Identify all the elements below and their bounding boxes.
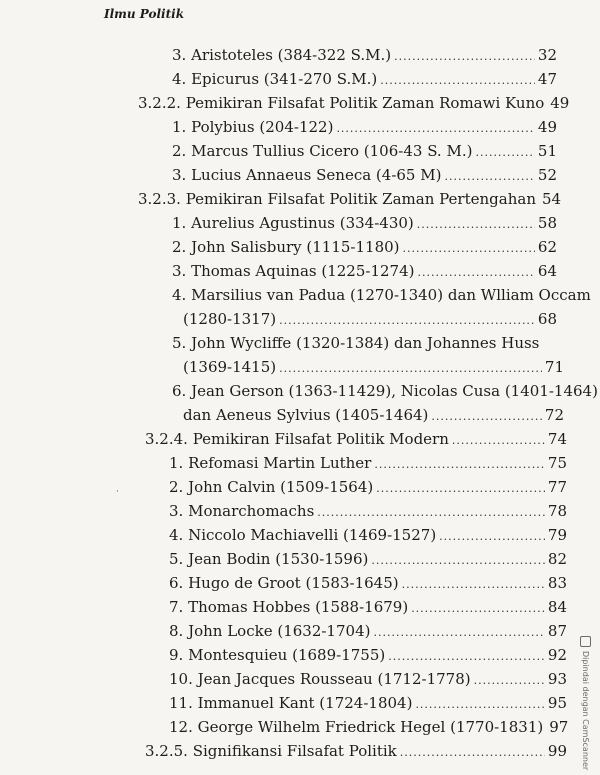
page-number: 82 <box>547 550 567 568</box>
page-number: 99 <box>547 742 567 760</box>
page-number: 79 <box>547 526 567 544</box>
page-number: 87 <box>547 622 567 640</box>
toc-entry[interactable] <box>183 357 564 379</box>
page-number: 92 <box>547 646 567 664</box>
toc-entry[interactable] <box>169 717 567 739</box>
entry-title: 3. Thomas Aquinas (1225-1274) <box>172 262 415 280</box>
section-title: 3.2.5. Signifikansi Filsafat Politik <box>145 742 397 760</box>
leader-dots <box>374 455 545 475</box>
entry-title: 11. Immanuel Kant (1724-1804) <box>169 694 413 712</box>
running-header: Ilmu Politik <box>104 7 185 21</box>
camscanner-icon <box>580 636 591 647</box>
leader-dots <box>415 695 544 715</box>
toc-entry[interactable] <box>172 69 557 91</box>
leader-dots <box>279 359 542 379</box>
entry-title: 5. Jean Bodin (1530-1596) <box>169 550 369 568</box>
toc-entry[interactable] <box>169 501 567 523</box>
toc-entry[interactable] <box>169 573 567 595</box>
entry-title: 4. Niccolo Machiavelli (1469-1527) <box>169 526 437 544</box>
toc-entry[interactable] <box>169 693 567 715</box>
leader-dots <box>474 671 545 691</box>
toc-entry[interactable] <box>169 621 567 643</box>
leader-dots <box>411 599 545 619</box>
toc-entry[interactable] <box>172 117 557 139</box>
toc-entry[interactable] <box>172 45 557 67</box>
entry-title: 2. John Calvin (1509-1564) <box>169 478 374 496</box>
scanner-watermark <box>580 636 591 770</box>
entry-title: 7. Thomas Hobbes (1588-1679) <box>169 598 409 616</box>
page-number: 83 <box>547 574 567 592</box>
toc-entry[interactable] <box>169 645 567 667</box>
entry-title: 4. Epicurus (341-270 S.M.) <box>172 70 378 88</box>
entry-title-line2: (1280-1317) <box>183 310 277 328</box>
leader-dots <box>452 431 545 451</box>
entry-title-line1: 5. John Wycliffe (1320-1384) dan Johannes Huss <box>172 334 540 352</box>
section-title: 3.2.3. Pemikiran Filsafat Politik Zaman Pertengahan <box>138 190 536 208</box>
page-number: 49 <box>550 94 570 112</box>
leader-dots <box>431 407 541 427</box>
entry-title: 8. John Locke (1632-1704) <box>169 622 371 640</box>
entry-title: 2. John Salisbury (1115-1180) <box>172 238 400 256</box>
entry-title-line1: 4. Marsilius van Padua (1270-1340) dan Wlliam Occam <box>172 286 591 304</box>
page-number: 71 <box>544 358 564 376</box>
page-number: 51 <box>537 142 557 160</box>
toc-entry[interactable] <box>172 141 557 163</box>
leader-dots <box>475 143 534 163</box>
toc-entry[interactable] <box>169 597 567 619</box>
toc-section[interactable] <box>145 741 567 763</box>
toc-entry[interactable] <box>172 213 557 235</box>
toc-entry[interactable] <box>183 405 564 427</box>
leader-dots <box>400 743 545 763</box>
page-number: 84 <box>547 598 567 616</box>
leader-dots <box>418 263 535 283</box>
leader-dots <box>403 239 535 259</box>
leader-dots <box>279 311 535 331</box>
leader-dots <box>394 47 535 67</box>
page-number: 47 <box>537 70 557 88</box>
page-number: 74 <box>547 430 567 448</box>
page-number: 97 <box>549 718 569 736</box>
leader-dots <box>402 575 545 595</box>
page-number: 54 <box>541 190 562 208</box>
page-number: 93 <box>547 670 567 688</box>
toc-entry[interactable] <box>169 453 567 475</box>
page-number: 49 <box>537 118 557 136</box>
leader-dots <box>376 479 545 499</box>
page-number: 62 <box>537 238 557 256</box>
entry-title: 3. Monarchomachs <box>169 502 315 520</box>
toc-entry[interactable] <box>172 165 557 187</box>
page-number: 58 <box>537 214 557 232</box>
entry-title-line2: (1369-1415) <box>183 358 277 376</box>
leader-dots <box>380 71 535 91</box>
entry-title: 1. Refomasi Martin Luther <box>169 454 372 472</box>
leader-dots <box>417 215 535 235</box>
page-number: 52 <box>537 166 557 184</box>
page-number: 32 <box>537 46 557 64</box>
watermark-text: Dipindai dengan CamScanner <box>581 651 590 771</box>
leader-dots <box>317 503 545 523</box>
entry-title-line1: 6. Jean Gerson (1363-11429), Nicolas Cusa (1401-1464) <box>172 382 598 400</box>
entry-title: 1. Aurelius Agustinus (334-430) <box>172 214 414 232</box>
toc-entry[interactable] <box>169 477 567 499</box>
entry-title: 12. George Wilhelm Friedrick Hegel (1770-1831) <box>169 718 544 736</box>
leader-dots <box>444 167 534 187</box>
toc-entry[interactable] <box>172 237 557 259</box>
scan-speck: · <box>116 487 119 497</box>
page-number: 75 <box>547 454 567 472</box>
entry-title-line2: dan Aeneus Sylvius (1405-1464) <box>183 406 429 424</box>
toc-entry[interactable] <box>172 261 557 283</box>
entry-title: 1. Polybius (204-122) <box>172 118 334 136</box>
page-number: 68 <box>537 310 557 328</box>
toc-section[interactable] <box>138 189 562 211</box>
toc-section[interactable] <box>138 93 570 115</box>
leader-dots <box>439 527 545 547</box>
entry-title: 9. Montesquieu (1689-1755) <box>169 646 386 664</box>
leader-dots <box>336 119 534 139</box>
entry-title: 3. Aristoteles (384-322 S.M.) <box>172 46 392 64</box>
toc-entry[interactable] <box>169 549 567 571</box>
toc-section[interactable] <box>145 429 567 451</box>
page-number: 95 <box>547 694 567 712</box>
page-number: 78 <box>547 502 567 520</box>
entry-title: 6. Hugo de Groot (1583-1645) <box>169 574 399 592</box>
entry-title: 2. Marcus Tullius Cicero (106-43 S. M.) <box>172 142 473 160</box>
section-title: 3.2.2. Pemikiran Filsafat Politik Zaman Romawi Kuno <box>138 94 545 112</box>
leader-dots <box>371 551 545 571</box>
entry-title: 10. Jean Jacques Rousseau (1712-1778) <box>169 670 471 688</box>
toc-entry[interactable] <box>169 669 567 691</box>
leader-dots <box>373 623 544 643</box>
entry-title: 3. Lucius Annaeus Seneca (4-65 M) <box>172 166 442 184</box>
page-number: 77 <box>547 478 567 496</box>
page-number: 64 <box>537 262 557 280</box>
toc-entry[interactable] <box>169 525 567 547</box>
leader-dots <box>388 647 545 667</box>
toc-entry[interactable] <box>183 309 557 331</box>
section-title: 3.2.4. Pemikiran Filsafat Politik Modern <box>145 430 449 448</box>
page-number: 72 <box>544 406 564 424</box>
